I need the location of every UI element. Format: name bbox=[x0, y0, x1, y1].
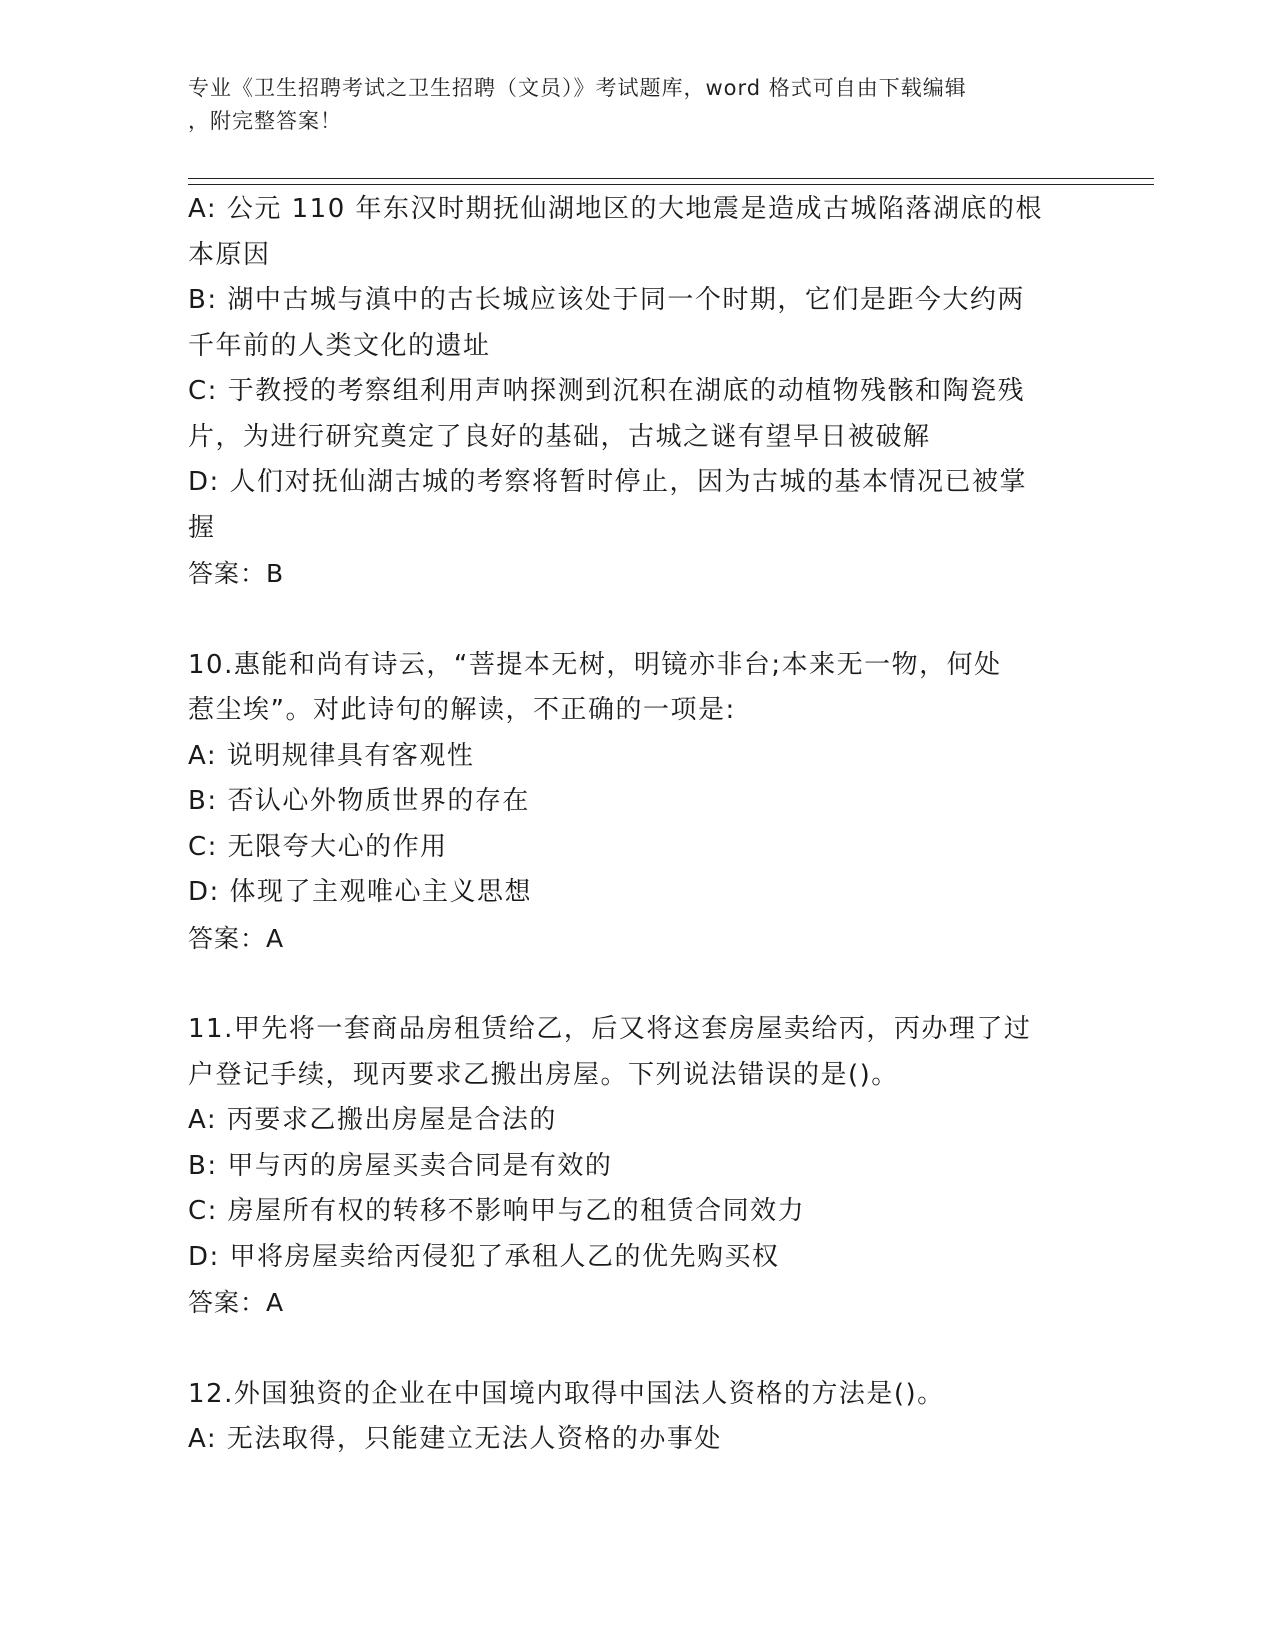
option-b: B: 甲与丙的房屋买卖合同是有效的 bbox=[188, 1150, 613, 1181]
question-stem-line-1: 12.外国独资的企业在中国境内取得中国法人资格的方法是()。 bbox=[188, 1378, 945, 1409]
option-a: A: 丙要求乙搬出房屋是合法的 bbox=[188, 1105, 557, 1135]
option-d-line-1: D: 人们对抚仙湖古城的考察将暂时停止，因为古城的基本情况已被掌 bbox=[188, 467, 1028, 497]
option-a: A: 说明规律具有客观性 bbox=[188, 740, 475, 771]
option-b: B: 否认心外物质世界的存在 bbox=[188, 786, 530, 816]
question-9 bbox=[188, 187, 1088, 597]
answer-label: 答案：B bbox=[188, 559, 285, 588]
option-a-line-1: A: 公元 110 年东汉时期抚仙湖地区的大地震是造成古城陷落湖底的根 bbox=[188, 194, 1044, 224]
option-c-line-1: C: 于教授的考察组利用声呐探测到沉积在湖底的动植物残骸和陶瓷残 bbox=[188, 376, 1026, 406]
answer-label: 答案：A bbox=[188, 1288, 285, 1317]
question-stem-line-1: 10.惠能和尚有诗云，“菩提本无树，明镜亦非台;本来无一物，何处 bbox=[188, 649, 1002, 680]
answer-label: 答案：A bbox=[188, 923, 285, 953]
header-divider-top bbox=[188, 178, 1154, 179]
option-d: D: 体现了主观唯心主义思想 bbox=[188, 877, 533, 907]
option-c: C: 房屋所有权的转移不影响甲与乙的租赁合同效力 bbox=[188, 1196, 806, 1226]
spacer bbox=[188, 961, 1088, 1007]
document-body bbox=[188, 187, 1088, 1463]
option-c: C: 无限夸大心的作用 bbox=[188, 831, 448, 862]
header-line-2: ，附完整答案！ bbox=[188, 109, 342, 133]
option-b-line-1: B: 湖中古城与滇中的古长城应该处于同一个时期，它们是距今大约两 bbox=[188, 285, 1025, 315]
spacer bbox=[188, 597, 1088, 643]
question-10 bbox=[188, 643, 1088, 962]
option-c-line-2: 片，为进行研究奠定了良好的基础，古城之谜有望早日被破解 bbox=[188, 421, 931, 452]
question-12 bbox=[188, 1372, 1088, 1463]
option-b-line-2: 千年前的人类文化的遗址 bbox=[188, 330, 491, 361]
spacer bbox=[188, 1326, 1088, 1372]
option-a: A: 无法取得，只能建立无法人资格的办事处 bbox=[188, 1424, 722, 1454]
document-header bbox=[188, 72, 1088, 138]
question-11 bbox=[188, 1007, 1088, 1326]
option-a-line-2: 本原因 bbox=[188, 239, 271, 270]
question-stem-line-1: 11.甲先将一套商品房租赁给乙，后又将这套房屋卖给丙，丙办理了过 bbox=[188, 1014, 1032, 1044]
option-d: D: 甲将房屋卖给丙侵犯了承租人乙的优先购买权 bbox=[188, 1241, 780, 1272]
question-stem-line-2: 惹尘埃”。对此诗句的解读，不正确的一项是: bbox=[188, 695, 736, 725]
option-d-line-2: 握 bbox=[188, 512, 216, 543]
question-stem-line-2: 户登记手续，现丙要求乙搬出房屋。下列说法错误的是()。 bbox=[188, 1059, 899, 1090]
header-divider-bottom bbox=[188, 184, 1154, 185]
header-line-1: 专业《卫生招聘考试之卫生招聘（文员）》考试题库，word 格式可自由下载编辑 bbox=[188, 76, 967, 100]
